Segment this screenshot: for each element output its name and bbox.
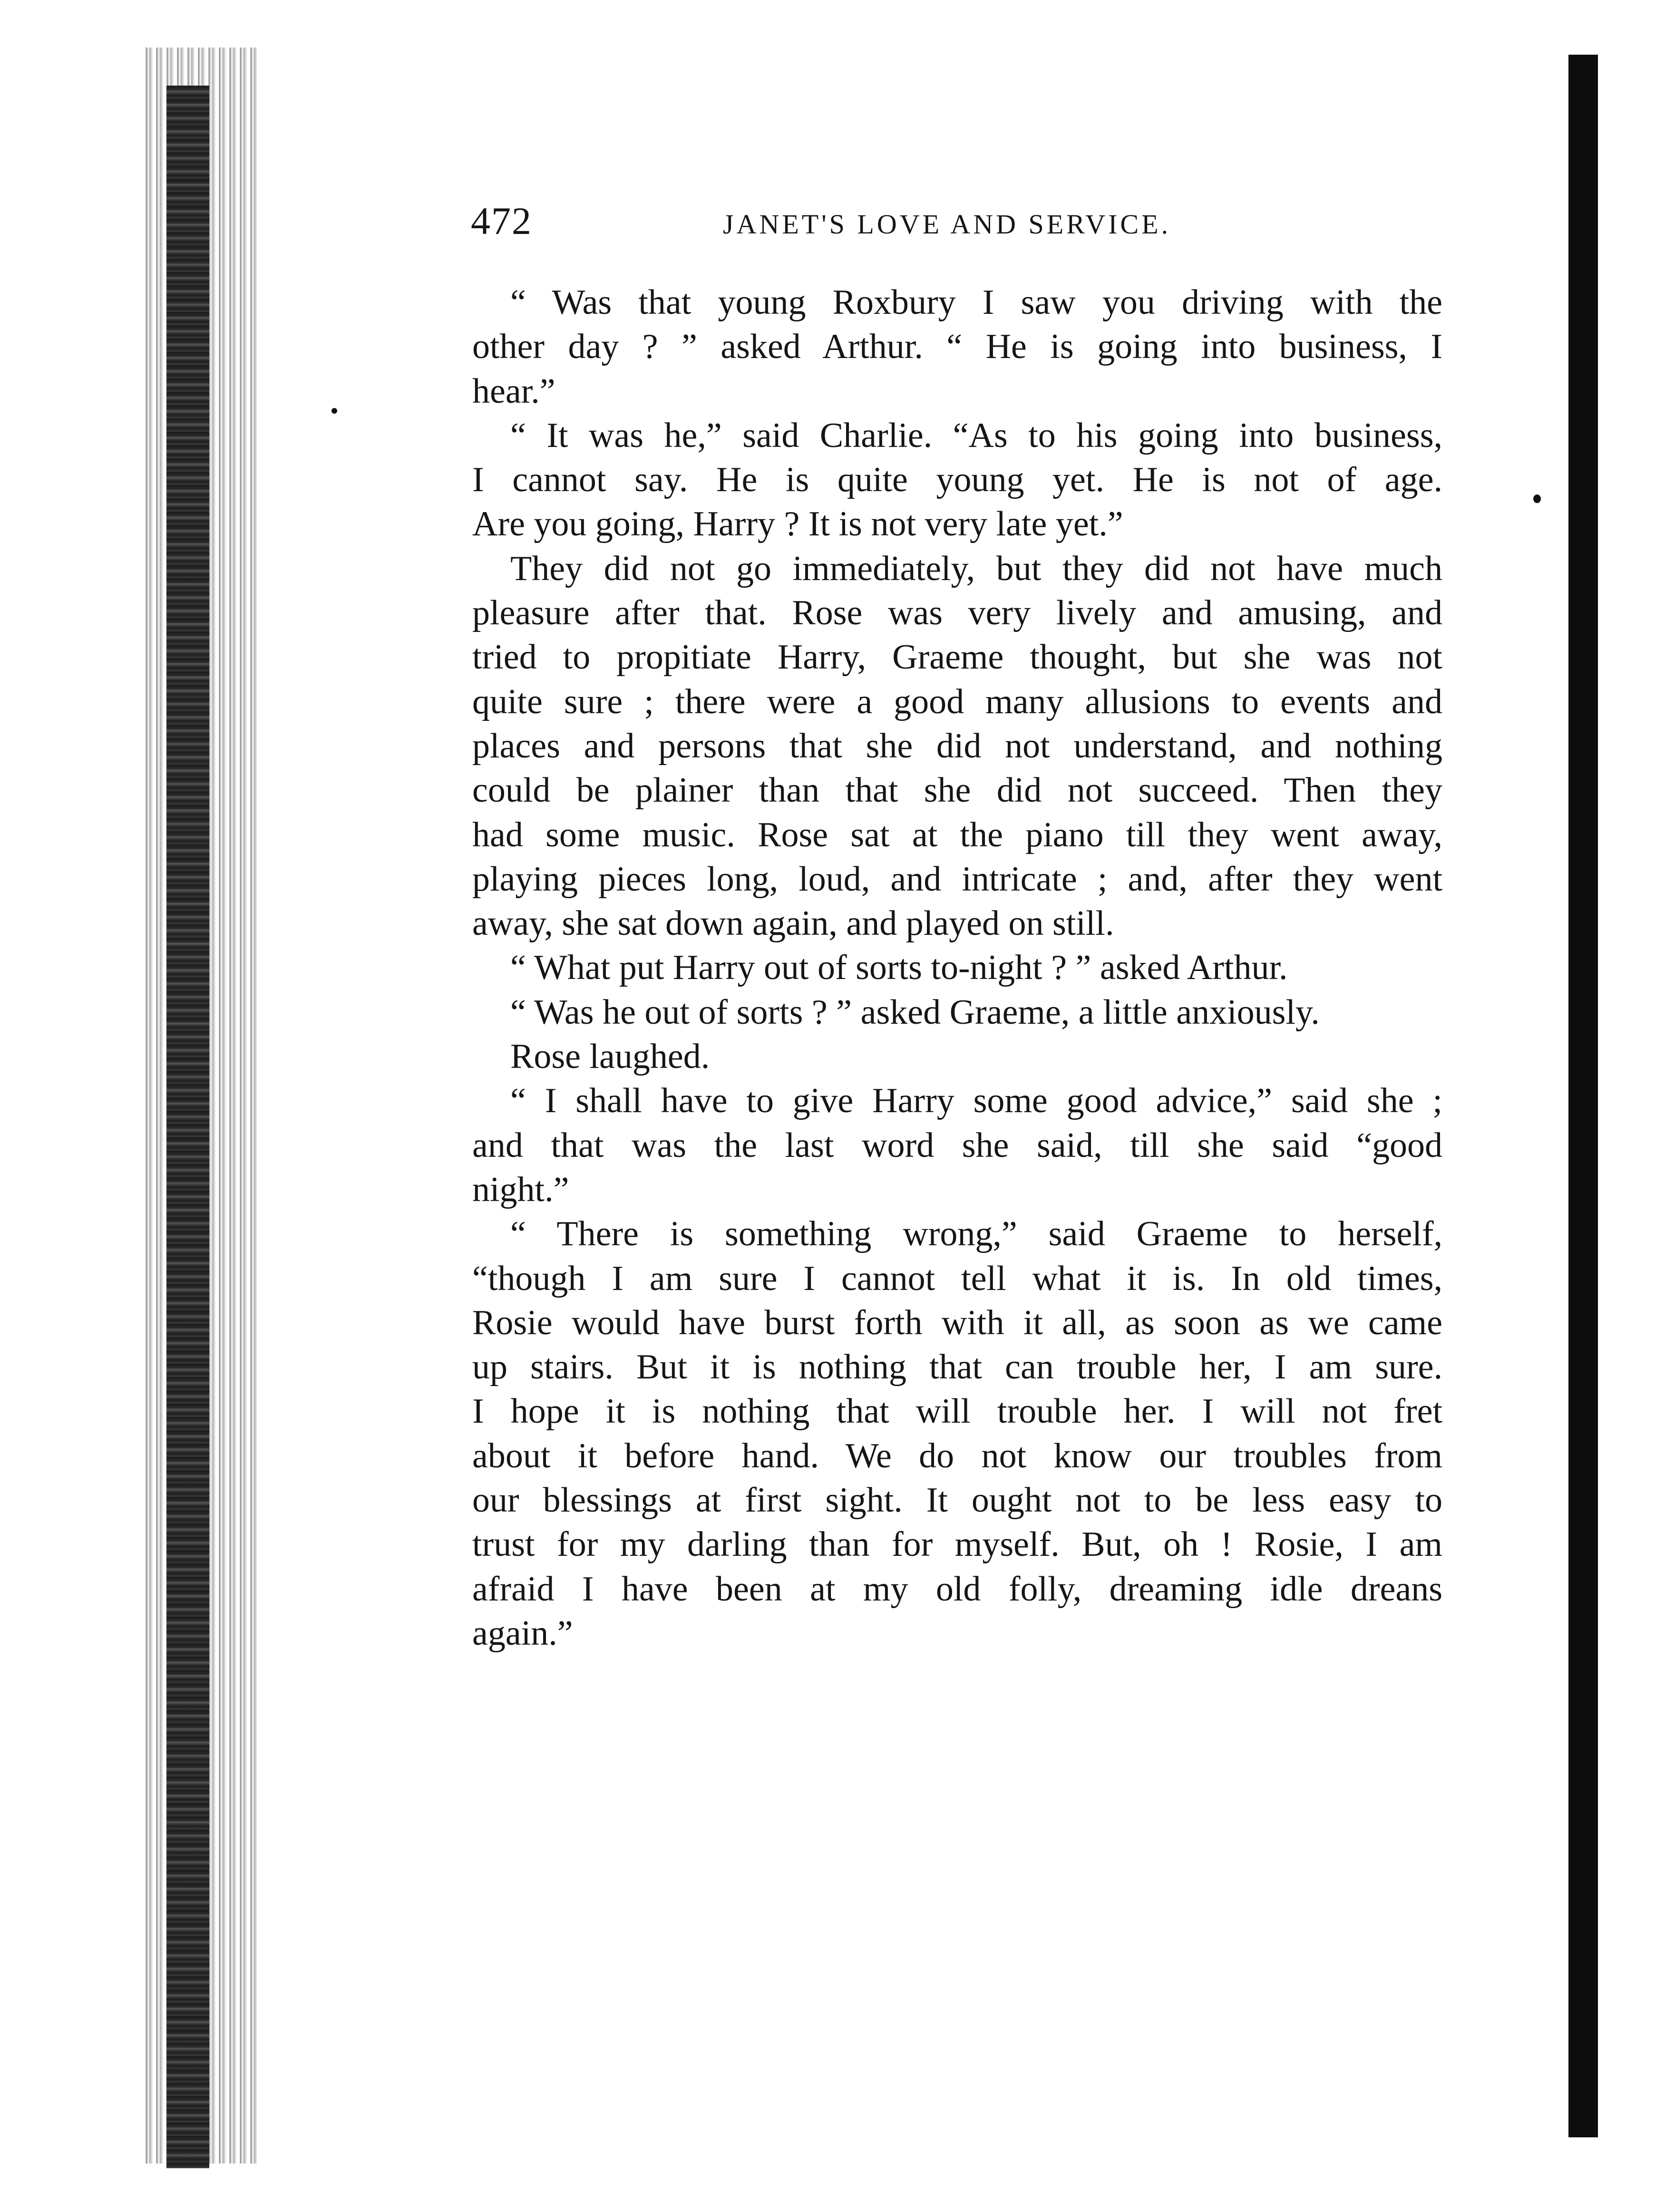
text-line: I cannot say. He is quite young yet. He is not of age. [472,460,1442,500]
text-line: playing pieces long, loud, and intricate ; and, after they went [472,859,1442,899]
text-line: “though I am sure I cannot tell what it is. In old times, [472,1259,1442,1298]
text-line: up stairs. But it is nothing that can trouble her, I am sure. [472,1348,1442,1387]
text-line: “ What put Harry out of sorts to-night ? ” asked Arthur. [510,948,1288,988]
text-line: had some music. Rose sat at the piano till they went away, [472,815,1442,854]
text-line: Rose laughed. [510,1037,710,1077]
ink-speck [331,408,337,414]
text-line: hear.” [472,371,555,411]
text-line: away, she sat down again, and played on still. [472,904,1114,943]
text-line: places and persons that she did not understand, and nothing [472,726,1442,766]
ink-speck [1533,495,1541,503]
text-line: quite sure ; there were a good many allusions to events and [472,682,1442,721]
text-line: Rosie would have burst forth with it all, as soon as we came [472,1303,1442,1342]
binding-gutter [166,86,209,2168]
text-line: afraid I have been at my old folly, dreaming idle dreans [472,1569,1442,1609]
body-text [472,281,1442,1656]
page-edge-bar [1568,55,1598,2137]
text-line: again.” [472,1613,573,1653]
text-line: could be plainer than that she did not succeed. Then they [472,771,1442,810]
text-line: “ Was that young Roxbury I saw you driving with the [510,283,1442,322]
text-line: about it before hand. We do not know our troubles from [472,1436,1442,1475]
text-line: tried to propitiate Harry, Graeme thought, but she was not [472,638,1442,677]
text-line: “ I shall have to give Harry some good advice,” said she ; [510,1081,1442,1121]
text-line: our blessings at first sight. It ought not to be less easy to [472,1481,1442,1520]
text-line: They did not go immediately, but they did not have much [510,549,1442,588]
text-line: Are you going, Harry ? It is not very late yet.” [472,504,1123,544]
text-line: trust for my darling than for myself. But, oh ! Rosie, I am [472,1525,1442,1564]
text-line: pleasure after that. Rose was very lively and amusing, and [472,593,1442,633]
running-head: JANET'S LOVE AND SERVICE. [723,209,1171,240]
text-line: “ It was he,” said Charlie. “As to his going into business, [510,416,1442,455]
text-line: I hope it is nothing that will trouble her. I will not fret [472,1392,1442,1431]
text-line: other day ? ” asked Arthur. “ He is going into business, I [472,327,1442,367]
text-line: “ There is something wrong,” said Graeme to herself, [510,1214,1442,1254]
text-line: and that was the last word she said, till she said “good [472,1125,1442,1165]
text-line: night.” [472,1170,569,1209]
page-number: 472 [471,199,532,243]
text-line: “ Was he out of sorts ? ” asked Graeme, a little anxiously. [510,992,1320,1032]
page-header [471,199,1470,251]
